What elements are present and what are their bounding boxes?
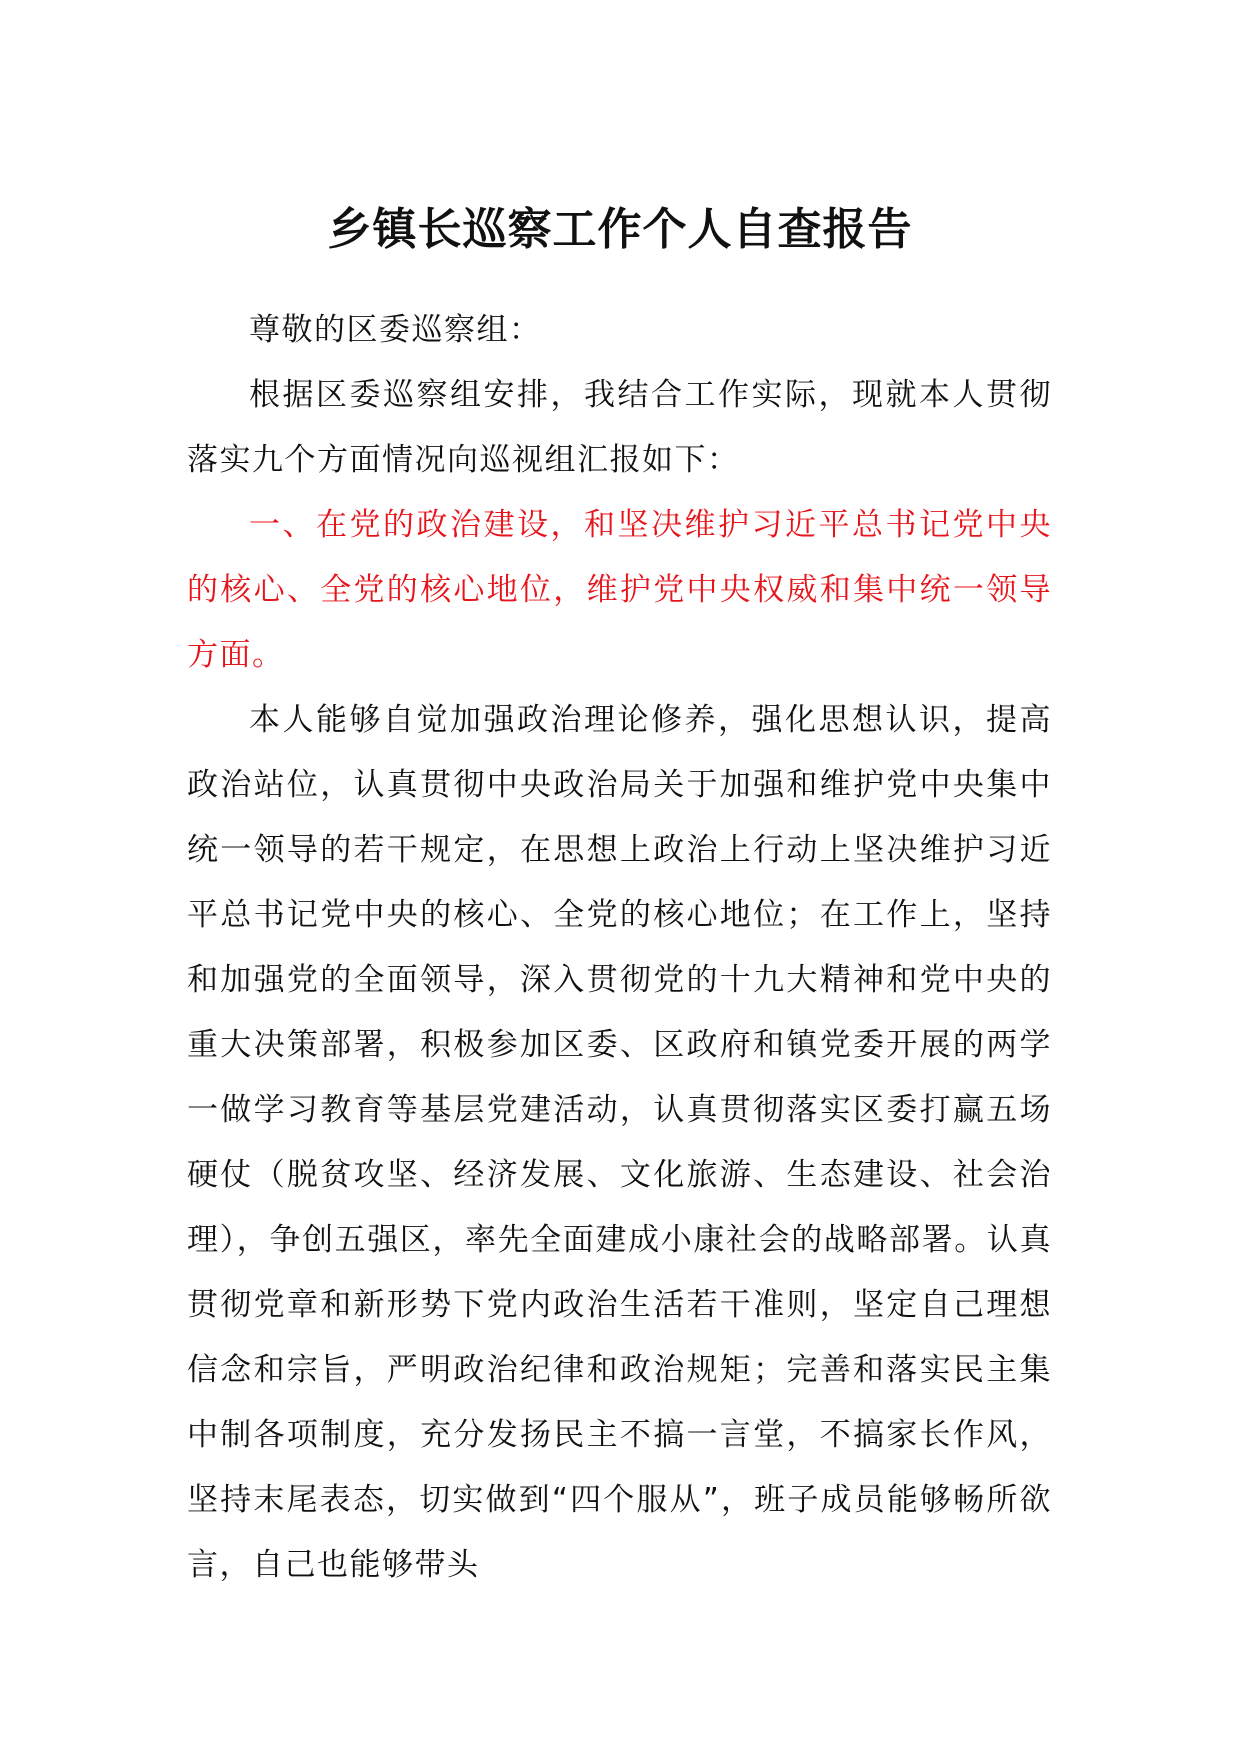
document-body <box>187 298 1052 1598</box>
section-heading: 一、在党的政治建设，和坚决维护习近平总书记党中央的核心、全党的核心地位，维护党中央权威和集中统一领导方面。 <box>187 507 1052 673</box>
salutation: 尊敬的区委巡察组： <box>249 312 542 348</box>
section-body-paragraph: 本人能够自觉加强政治理论修养，强化思想认识，提高政治站位，认真贯彻中央政治局关于加强和维护党中央集中统一领导的若干规定，在思想上政治上行动上坚决维护习近平总书记党中央的核心、全党的核心地位；在工作上，坚持和加强党的全面领导，深入贯彻党的十九大精神和党中央的重大决策部署，积极参加区委、区政府和镇党委开展的两学一做学习教育等基层党建活动，认真贯彻落实区委打赢五场硬仗（脱贫攻坚、经济发展、文化旅游、生态建设、社会治理），争创五强区，率先全面建成小康社会的战略部署。认真贯彻党章和新形势下党内政治生活若干准则，坚定自己理想信念和宗旨，严明政治纪律和政治规矩；完善和落实民主集中制各项制度，充分发扬民主不搞一言堂，不搞家长作风，坚持末尾表态，切实做到“四个服从”，班子成员能够畅所欲言，自己也能够带头 <box>187 702 1052 1583</box>
document-title: 乡镇长巡察工作个人自查报告 <box>327 204 913 255</box>
intro-paragraph: 根据区委巡察组安排，我结合工作实际，现就本人贯彻落实九个方面情况向巡视组汇报如下： <box>187 377 1052 478</box>
